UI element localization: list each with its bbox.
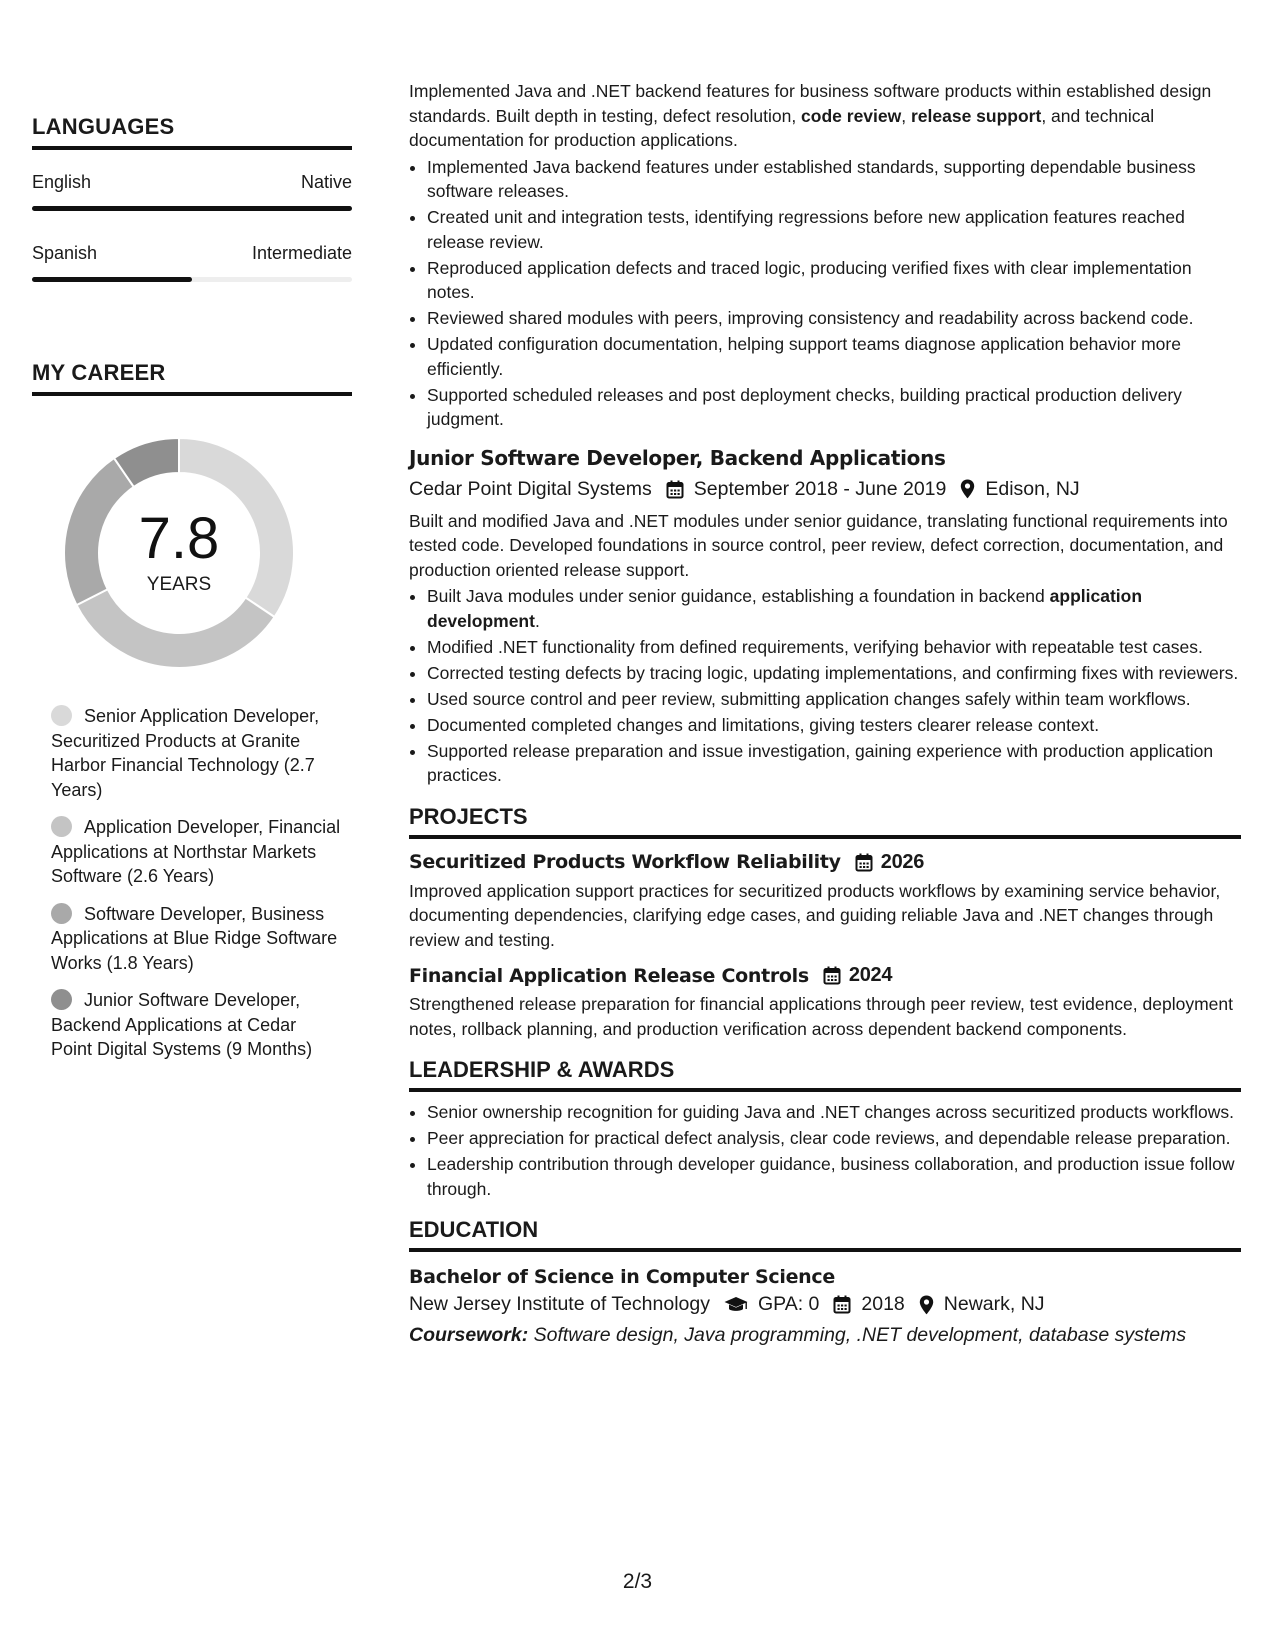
map-pin-icon [960,479,975,499]
list-item: • Reproduced application defects and traced logic, producing verified fixes with clear implementation notes. [427,256,1241,305]
list-item: • Created unit and integration tests, identifying regressions before new application features reached release review. [427,205,1241,254]
list-item: • Supported scheduled releases and post deployment checks, building practical production delivery judgment. [427,383,1241,432]
donut-center [64,438,294,668]
career-total-unit: YEARS [146,574,212,595]
bullet-text: Built Java modules under senior guidance, establishing a foundation in backend [427,586,1050,606]
list-item: • Supported release preparation and issue investigation, gaining experience with production application practices. [427,739,1241,788]
language-name: Spanish [32,243,98,263]
project-title: Securitized Products Workflow Reliability [409,851,841,873]
legend-item [51,704,341,802]
list-item: • Updated configuration documentation, helping support teams diagnose application behavior more efficiently. [427,332,1241,381]
degree: Bachelor of Science in Computer Science [409,1266,835,1288]
summary-text: , and technical documentation for production applications. [409,105,1155,150]
calendar-icon [823,966,841,985]
summary-bold: code review [801,105,902,126]
education-meta [409,1293,1241,1316]
language-level: Intermediate [251,243,352,263]
map-pin-icon [919,1295,934,1315]
job-summary: Built and modified Java and .NET modules under senior guidance, translating functional requirements into tested code. Developed foundations in source control, peer review, defect correction, documentation, and production oriented release support. [409,510,1228,580]
list-item: • Peer appreciation for practical defect analysis, clear code reviews, and dependable release preparation. [427,1126,1241,1151]
language-proficiency-bar [32,206,352,211]
legend-label: Junior Software Developer, Backend Applications at Cedar Point Digital Systems (9 Months) [51,990,313,1059]
legend-label: Senior Application Developer, Securitized Products at Granite Harbor Financial Technology (2.7 Years) [51,706,320,800]
gpa: GPA: 0 [757,1293,820,1315]
list-item: • Leadership contribution through developer guidance, business collaboration, and production issue follow through. [427,1152,1241,1201]
list-item: • Senior ownership recognition for guiding Java and .NET changes across securitized products workflows. [427,1100,1241,1125]
project-year: 2026 [880,850,925,873]
page-number: 2/3 [622,1570,653,1593]
education-location: Newark, NJ [943,1293,1045,1315]
language-proficiency-bar [32,277,352,282]
calendar-icon [666,480,684,499]
list-item [427,584,1241,633]
language-level: Native [300,172,352,192]
list-item: • Corrected testing defects by tracing logic, updating implementations, and confirming fixes with reviewers. [427,661,1241,686]
list-item: • Documented completed changes and limitations, giving testers clearer release context. [427,713,1241,738]
job-bullets [409,584,1241,788]
career-legend [51,704,341,1062]
bullet-text: . [534,610,540,631]
calendar-icon [833,1295,851,1314]
calendar-icon [855,853,873,872]
legend-label: Application Developer, Financial Applications at Northstar Markets Software (2.6 Years) [51,817,341,886]
projects-heading: PROJECTS [409,804,1241,839]
legend-dot [51,816,72,837]
language-name: English [32,172,92,192]
legend-dot [51,705,72,726]
degree-title [409,1266,1241,1288]
project-title: Financial Application Release Controls [409,964,809,987]
job-title: Junior Software Developer, Backend Applications [409,445,946,470]
education-heading: EDUCATION [409,1217,1241,1252]
job-company: Cedar Point Digital Systems [409,477,652,500]
list-item: • Used source control and peer review, submitting application changes safely within team workflows. [427,687,1241,712]
job-dates: September 2018 - June 2019 [693,477,947,500]
project-year: 2024 [848,964,893,986]
career-total-value: 7.8 [138,506,220,571]
project-title-row [409,851,1241,874]
summary-text: , [901,105,911,126]
coursework-text: Software design, Java programming, .NET development, database systems [528,1324,1187,1346]
career-donut-chart [64,438,294,668]
languages-heading: LANGUAGES [32,114,352,150]
legend-item [51,815,341,889]
summary-text: Implemented Java and .NET backend features for business software products within established design standards. Built depth in testing, defect resolution, [409,81,1212,126]
awards-heading: LEADERSHIP & AWARDS [409,1057,1241,1092]
summary-bold: release support [910,105,1042,126]
legend-item [51,902,341,976]
prev-job-summary [409,79,1241,153]
legend-item [51,988,341,1062]
project-description: Strengthened release preparation for financial applications through peer review, test evidence, deployment notes, rollback planning, and production verification across dependent backend components. [409,994,1233,1039]
career-section [32,360,352,1062]
graduation-year: 2018 [861,1293,905,1315]
coursework [409,1324,1241,1347]
list-item: • Modified .NET functionality from defined requirements, verifying behavior with repeatable test cases. [427,635,1241,660]
job-location: Edison, NJ [985,477,1080,500]
project-title-row [409,964,1241,987]
sidebar [32,114,352,1075]
language-proficiency-fill [32,277,192,282]
list-item: • Implemented Java backend features under established standards, supporting dependable business software releases. [427,155,1241,204]
awards-list [409,1100,1241,1201]
language-proficiency-fill [32,206,352,211]
coursework-label: Coursework: [409,1324,529,1346]
legend-label: Software Developer, Business Applications at Blue Ridge Software Works (1.8 Years) [51,903,338,973]
main-content [409,79,1241,1347]
graduation-cap-icon [724,1296,748,1314]
job-meta [409,478,1241,501]
language-item-english [32,172,352,211]
legend-dot [51,989,72,1010]
list-item: • Reviewed shared modules with peers, improving consistency and readability across backend code. [427,306,1241,331]
prev-job-bullets [409,155,1241,432]
project-description: Improved application support practices for securitized products workflows by examining service behavior, documenting dependencies, clarifying edge cases, and guiding reliable Java and .NET changes through review and testing. [409,880,1221,950]
language-item-spanish [32,243,352,282]
school-name: New Jersey Institute of Technology [409,1293,710,1315]
career-heading: MY CAREER [32,360,352,396]
legend-dot [51,903,72,924]
bullet-bold: application development [427,586,1143,631]
